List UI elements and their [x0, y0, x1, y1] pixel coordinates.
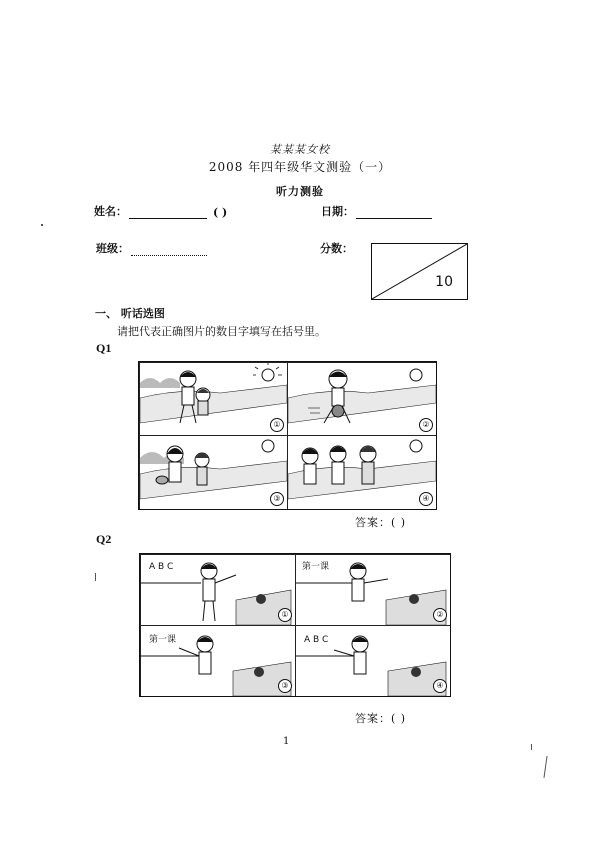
score-diagonal — [372, 244, 467, 299]
q1-panel-4-number: ④ — [419, 492, 433, 506]
class-label: 班级： — [96, 242, 129, 255]
two-kids-scene-illustration — [140, 436, 287, 509]
q1-panel-3-number: ③ — [270, 492, 284, 506]
q2-panel-2 — [295, 554, 451, 626]
q2-board-text-2: 第一课 — [302, 562, 330, 572]
q2-panel-3 — [140, 625, 296, 697]
classroom-scene-illustration — [296, 626, 450, 696]
name-paren: ( ) — [213, 206, 228, 219]
scan-speck — [531, 744, 532, 750]
q1-panel-3 — [139, 435, 288, 510]
q2-board-text-1: A B C — [149, 562, 174, 572]
q2-panel-1-number: ① — [278, 608, 292, 622]
q2-panel-4-number: ④ — [433, 679, 447, 693]
class-field — [96, 240, 207, 256]
date-field — [321, 203, 432, 219]
score-label: 分数： — [320, 242, 353, 255]
three-kids-scene-illustration — [288, 436, 436, 509]
q2-panel-2-number: ② — [433, 608, 447, 622]
class-blank[interactable] — [131, 245, 207, 256]
scan-speck — [41, 224, 43, 226]
q2-panel-4 — [295, 625, 451, 697]
question-2-comic — [139, 553, 451, 697]
name-field — [94, 203, 227, 219]
walk-scene-illustration — [140, 363, 287, 435]
classroom-scene-illustration — [141, 626, 295, 696]
q2-board-text-4: A B C — [304, 635, 329, 645]
section-heading: 一、 听话选图 — [95, 307, 165, 320]
school-name: 某某某女校 — [270, 143, 330, 156]
name-label: 姓名： — [94, 205, 127, 218]
q1-panel-1 — [139, 362, 288, 436]
question-2-answer: 答案：( ) — [355, 712, 407, 725]
page-number: 1 — [283, 736, 290, 747]
q2-panel-3-number: ③ — [278, 679, 292, 693]
date-blank[interactable] — [356, 208, 432, 219]
scan-speck — [543, 756, 547, 778]
run-scene-illustration — [288, 363, 436, 435]
q1-panel-2 — [287, 362, 437, 436]
q1-panel-1-number: ① — [270, 418, 284, 432]
q2-panel-1 — [140, 554, 296, 626]
question-1-label: Q1 — [96, 341, 112, 355]
classroom-scene-illustration — [296, 555, 450, 625]
date-label: 日期： — [321, 205, 354, 218]
name-blank[interactable] — [129, 208, 207, 219]
scan-speck — [95, 573, 96, 581]
question-1-answer: 答案：( ) — [355, 516, 407, 529]
question-2-label: Q2 — [96, 532, 112, 546]
score-field — [320, 240, 353, 256]
question-1-comic — [138, 361, 437, 510]
exam-title: 2008 年四年级华文测验（一） — [208, 160, 392, 174]
exam-subtitle: 听力测验 — [276, 185, 324, 198]
score-total: 10 — [435, 274, 453, 290]
q1-panel-2-number: ② — [419, 418, 433, 432]
q2-board-text-3: 第一课 — [149, 635, 177, 645]
classroom-scene-illustration — [141, 555, 295, 625]
q1-panel-4 — [287, 435, 437, 510]
score-box — [371, 243, 468, 300]
section-instruction: 请把代表正确图片的数目字填写在括号里。 — [117, 325, 326, 338]
